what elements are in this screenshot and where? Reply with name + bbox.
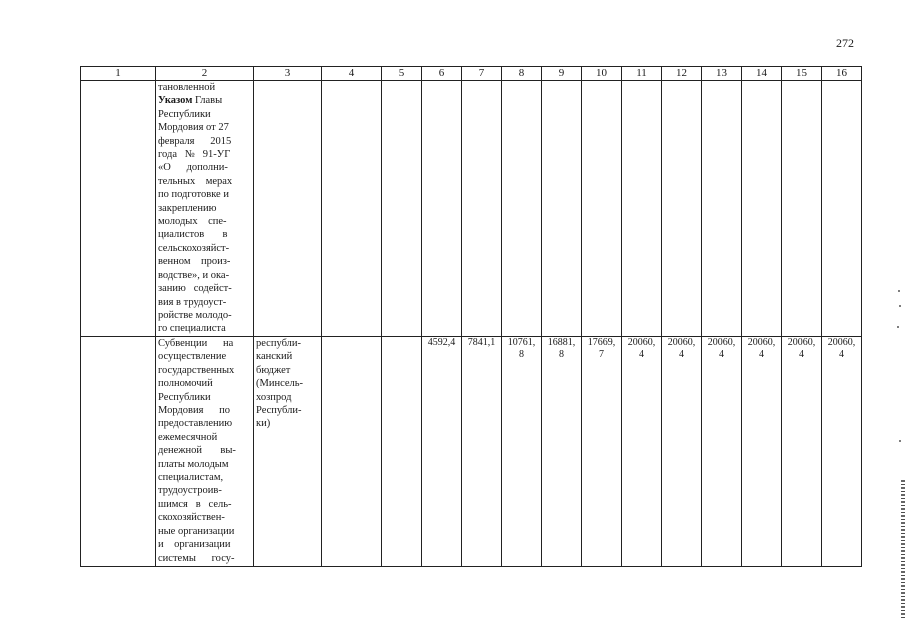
text-line [158,255,251,268]
column-header: 8 [502,67,542,81]
text-line: денежной вы- [158,445,236,457]
empty-cell [81,81,156,337]
value-text: 20060, [787,337,816,348]
column-header: 15 [782,67,822,81]
value-text: 20060, [827,337,856,348]
empty-cell [462,81,502,337]
value-cell [782,337,822,567]
text-line: скохозяйствен- [158,512,225,524]
line-text: молодых спе- [158,216,227,228]
line-text: Главы [192,95,223,107]
line-text: ройстве молодо- [158,309,232,321]
text-line [158,121,251,134]
value-cell [422,337,462,567]
table-row [81,81,862,337]
text-line [158,322,251,335]
funding-source-cell [254,337,322,567]
scan-speck [897,326,899,328]
empty-cell [622,81,662,337]
line-text: закреплению [158,202,217,214]
value-cell [582,337,622,567]
bold-text: Указом [158,95,193,107]
line-text: вия в трудоуст- [158,296,227,308]
column-header: 14 [742,67,782,81]
line-text: года № 91-УГ [158,149,231,161]
column-header: 10 [582,67,622,81]
line-text: «О дополни- [158,162,228,174]
value-text: 4 [839,349,844,360]
subsidy-description-cell [156,337,254,567]
text-line [158,296,251,309]
line-text: циалистов в [158,229,228,241]
empty-cell [422,81,462,337]
value-text: 4 [679,349,684,360]
column-header: 12 [662,67,702,81]
value-cell [542,337,582,567]
empty-cell [782,81,822,337]
column-header: 5 [382,67,422,81]
text-line: предоставлению [158,418,233,430]
text-line: Субвенции на [158,338,234,349]
value-text: 10761, [507,337,536,348]
column-header: 4 [322,67,382,81]
text-line: Республики [158,391,211,403]
text-line [158,81,251,94]
value-text: 20060, [627,337,656,348]
text-line [158,202,251,215]
value-cell [742,337,782,567]
empty-cell [322,81,382,337]
scan-edge-artifact [901,480,905,620]
text-line: системы госу- [158,552,235,564]
text-line [158,148,251,161]
text-line [158,282,251,295]
empty-cell [582,81,622,337]
line-text: сельскохозяйст- [158,242,230,254]
text-line: Мордовия по [158,405,231,417]
empty-cell [662,81,702,337]
measure-description-cell [156,81,254,337]
empty-cell [822,81,862,337]
text-line: осуществление [158,351,227,363]
value-text: 20060, [747,337,776,348]
text-line: шимся в сель- [158,498,232,510]
empty-cell [382,337,422,567]
text-line [158,269,251,282]
text-line: бюджет [256,364,291,376]
text-line [158,135,251,148]
column-header: 7 [462,67,502,81]
line-text: Мордовия от 27 [158,122,229,134]
text-line: республи- [256,338,301,349]
empty-cell [702,81,742,337]
scan-speck [899,305,901,307]
value-text: 7 [599,349,604,360]
empty-cell [502,81,542,337]
value-cell [462,337,502,567]
text-line [158,108,251,121]
empty-cell [81,337,156,567]
column-header: 2 [156,67,254,81]
value-text: 7841,1 [467,337,496,348]
value-text: 4 [759,349,764,360]
value-text: 4 [799,349,804,360]
text-line: Республи- [256,405,302,417]
empty-cell [322,337,382,567]
text-line: (Минсель- [256,378,304,390]
value-text: 4592,4 [427,337,456,348]
table-row [81,337,862,567]
text-line: платы молодым [158,458,229,470]
text-line: специалистам, [158,472,224,484]
line-text: Республики [158,108,211,120]
empty-cell [254,81,322,337]
text-line [158,94,251,107]
value-text: 4 [639,349,644,360]
value-cell [662,337,702,567]
line-text: венном произ- [158,256,231,268]
line-text: го специалиста [158,323,226,335]
text-line: полномочий [158,378,213,390]
scan-speck [898,290,900,292]
line-text: тановленной [158,82,216,93]
column-header: 9 [542,67,582,81]
text-line [158,309,251,322]
line-text: занию содейст- [158,283,232,295]
budget-table [80,66,862,567]
column-header: 6 [422,67,462,81]
value-text: 20060, [707,337,736,348]
text-line: государственных [158,364,235,376]
text-line: ные организации [158,525,235,537]
value-text: 20060, [667,337,696,348]
line-text: водстве», и ока- [158,269,230,281]
column-header: 3 [254,67,322,81]
column-header: 16 [822,67,862,81]
value-cell [702,337,742,567]
column-header: 11 [622,67,662,81]
scan-speck [899,440,901,442]
line-text: тельных мерах [158,175,233,187]
text-line: трудоустроив- [158,485,222,497]
text-line [158,242,251,255]
text-line: хозпрод [256,391,292,403]
text-line [158,175,251,188]
text-line [158,161,251,174]
line-text: февраля 2015 [158,135,232,147]
value-text: 4 [719,349,724,360]
column-header: 1 [81,67,156,81]
text-line: ки) [256,418,271,430]
text-line [158,215,251,228]
column-header: 13 [702,67,742,81]
page-number: 272 [836,36,854,50]
value-cell [822,337,862,567]
value-cell [502,337,542,567]
empty-cell [542,81,582,337]
text-line: и организации [158,539,231,551]
text-line: ежемесячной [158,431,218,443]
empty-cell [382,81,422,337]
text-line [158,228,251,241]
empty-cell [742,81,782,337]
text-line [158,188,251,201]
value-cell [622,337,662,567]
value-text: 8 [559,349,564,360]
text-line: канский [256,351,293,363]
line-text: по подготовке и [158,189,229,201]
value-text: 17669, [587,337,616,348]
value-text: 8 [519,349,524,360]
value-text: 16881, [547,337,576,348]
column-header-row [81,67,862,81]
